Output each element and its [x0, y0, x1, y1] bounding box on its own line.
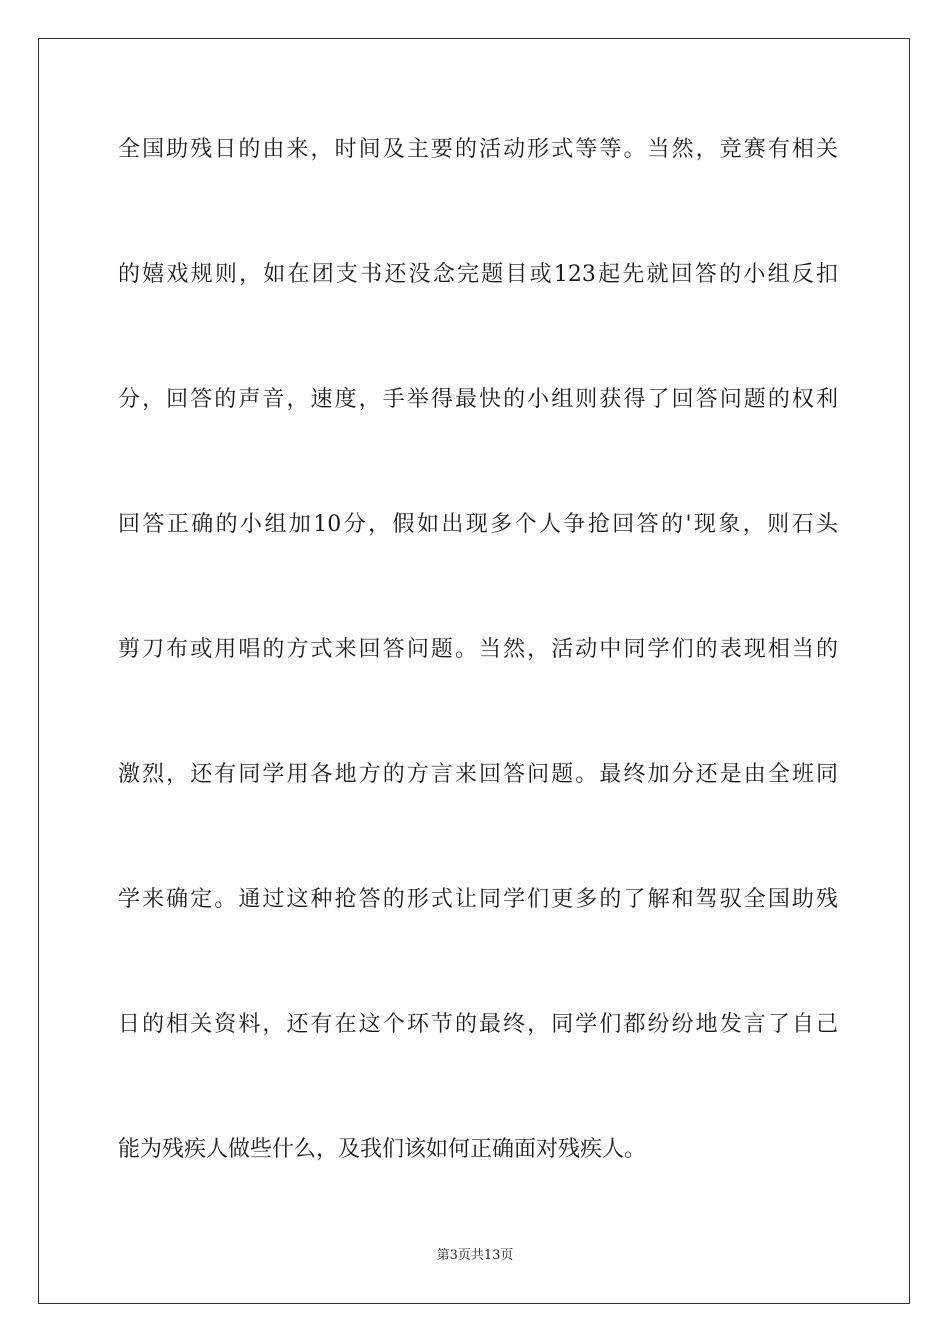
text-line: 全国助残日的由来，时间及主要的活动形式等等。当然，竞赛有相关: [118, 137, 838, 162]
page-border: [38, 38, 910, 1304]
text-line: 日的相关资料，还有在这个环节的最终，同学们都纷纷地发言了自己: [118, 1012, 838, 1037]
text-line: 剪刀布或用唱的方式来回答问题。当然，活动中同学们的表现相当的: [118, 637, 838, 662]
page-total: 共13页: [470, 1248, 514, 1263]
page-footer: [0, 1247, 950, 1265]
text-line: 激烈，还有同学用各地方的方言来回答问题。最终加分还是由全班同: [118, 762, 838, 787]
text-line: 能为残疾人做些什么，及我们该如何正确面对残疾人。: [118, 1137, 647, 1162]
text-line: 分，回答的声音，速度，手举得最快的小组则获得了回答问题的权利: [118, 387, 838, 412]
page-number: 第3页: [436, 1248, 471, 1263]
text-line: 学来确定。通过这种抢答的形式让同学们更多的了解和驾驭全国助残: [118, 887, 838, 912]
text-line: 的嬉戏规则，如在团支书还没念完题目或123起先就回答的小组反扣: [118, 262, 838, 287]
text-line: 回答正确的小组加10分，假如出现多个人争抢回答的'现象，则石头: [118, 512, 838, 537]
